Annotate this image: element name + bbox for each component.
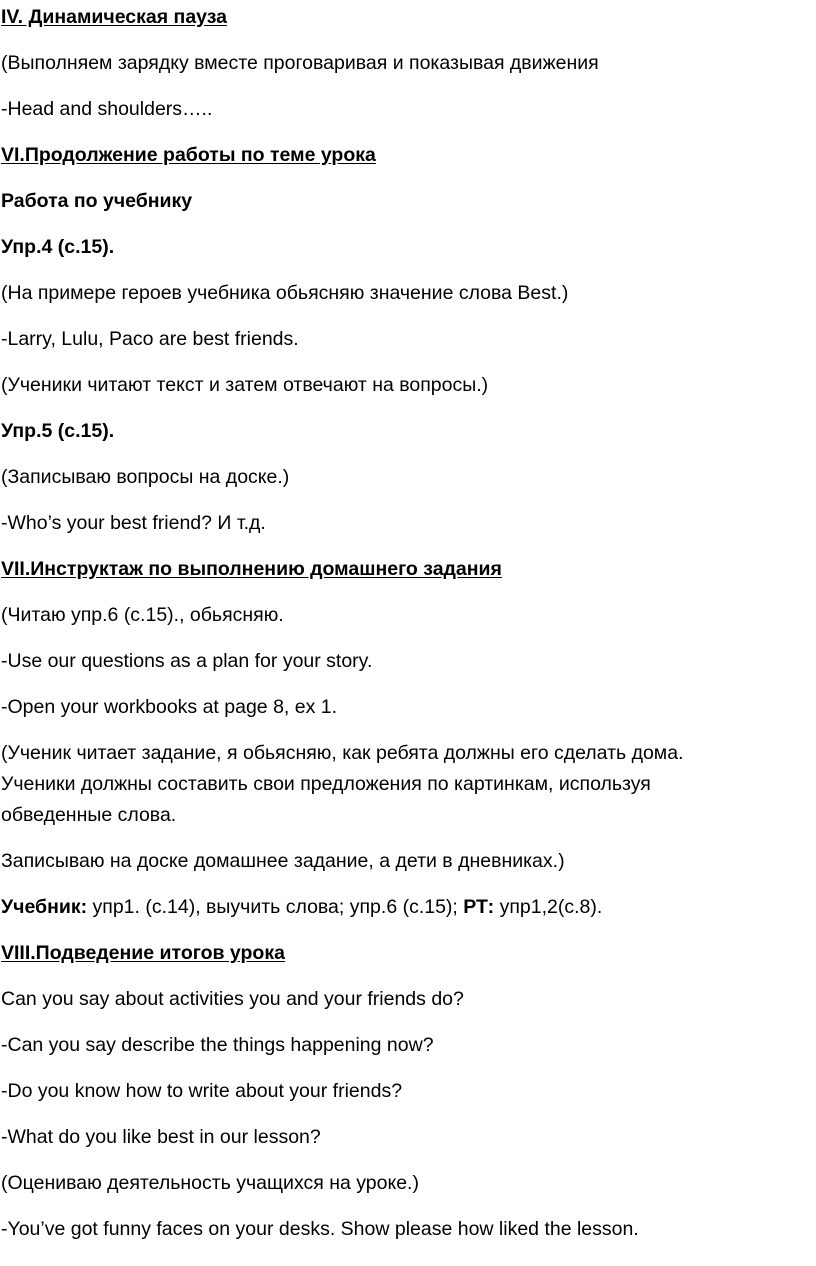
section-iv-line-2: -Head and shoulders…..	[1, 98, 213, 120]
summary-question-1: Can you say about activities you and your friends do?	[1, 988, 464, 1010]
summary-question-2: -Can you say describe the things happening now?	[1, 1034, 434, 1056]
homework-workbook-label: РТ:	[463, 896, 495, 918]
section-vii-line-3: -Open your workbooks at page 8, ex 1.	[1, 696, 338, 718]
section-viii-heading: VIII.Подведение итогов урока	[1, 942, 285, 964]
summary-note: (Оцениваю деятельность учащихся на уроке.)	[1, 1172, 419, 1194]
section-vii-paragraph-2: Ученики должны составить свои предложения по картинкам, используя	[1, 773, 651, 795]
exercise-5-note: (Записываю вопросы на доске.)	[1, 466, 290, 488]
exercise-4-line: -Larry, Lulu, Paco are best friends.	[1, 328, 299, 350]
exercise-4-note-2: (Ученики читают текст и затем отвечают на вопросы.)	[1, 374, 489, 396]
exercise-5-line: -Who’s your best friend? И т.д.	[1, 512, 266, 534]
section-vi-heading: VI.Продолжение работы по теме урока	[1, 144, 376, 166]
section-vii-paragraph-1: (Ученик читает задание, я обьясняю, как ребята должны его сделать дома.	[1, 742, 684, 764]
section-iv-line-1: (Выполняем зарядку вместе проговаривая и показывая движения	[1, 52, 599, 74]
section-iv-heading: IV. Динамическая пауза	[1, 6, 228, 28]
homework-line	[1, 895, 602, 919]
exercise-5-title: Упр.5 (с.15).	[1, 420, 115, 442]
section-vii-line-4: Записываю на доске домашнее задание, а дети в дневниках.)	[1, 850, 565, 872]
summary-final-line: -You’ve got funny faces on your desks. Show please how liked the lesson.	[1, 1218, 639, 1240]
section-vii-paragraph-3: обведенные слова.	[1, 804, 177, 826]
homework-textbook-text: упр1. (с.14), выучить слова; упр.6 (с.15);	[87, 896, 464, 918]
summary-question-4: -What do you like best in our lesson?	[1, 1126, 321, 1148]
exercise-4-note: (На примере героев учебника обьясняю значение слова Best.)	[1, 282, 569, 304]
homework-textbook-label: Учебник:	[1, 896, 88, 918]
section-vii-line-1: (Читаю упр.6 (с.15)., обьясняю.	[1, 604, 284, 626]
homework-workbook-text: упр1,2(с.8).	[494, 896, 603, 918]
section-vi-subheading: Работа по учебнику	[1, 190, 193, 212]
section-vii-heading: VII.Инструктаж по выполнению домашнего задания	[1, 558, 502, 580]
section-vii-line-2: -Use our questions as a plan for your story.	[1, 650, 373, 672]
summary-question-3: -Do you know how to write about your friends?	[1, 1080, 403, 1102]
exercise-4-title: Упр.4 (с.15).	[1, 236, 115, 258]
